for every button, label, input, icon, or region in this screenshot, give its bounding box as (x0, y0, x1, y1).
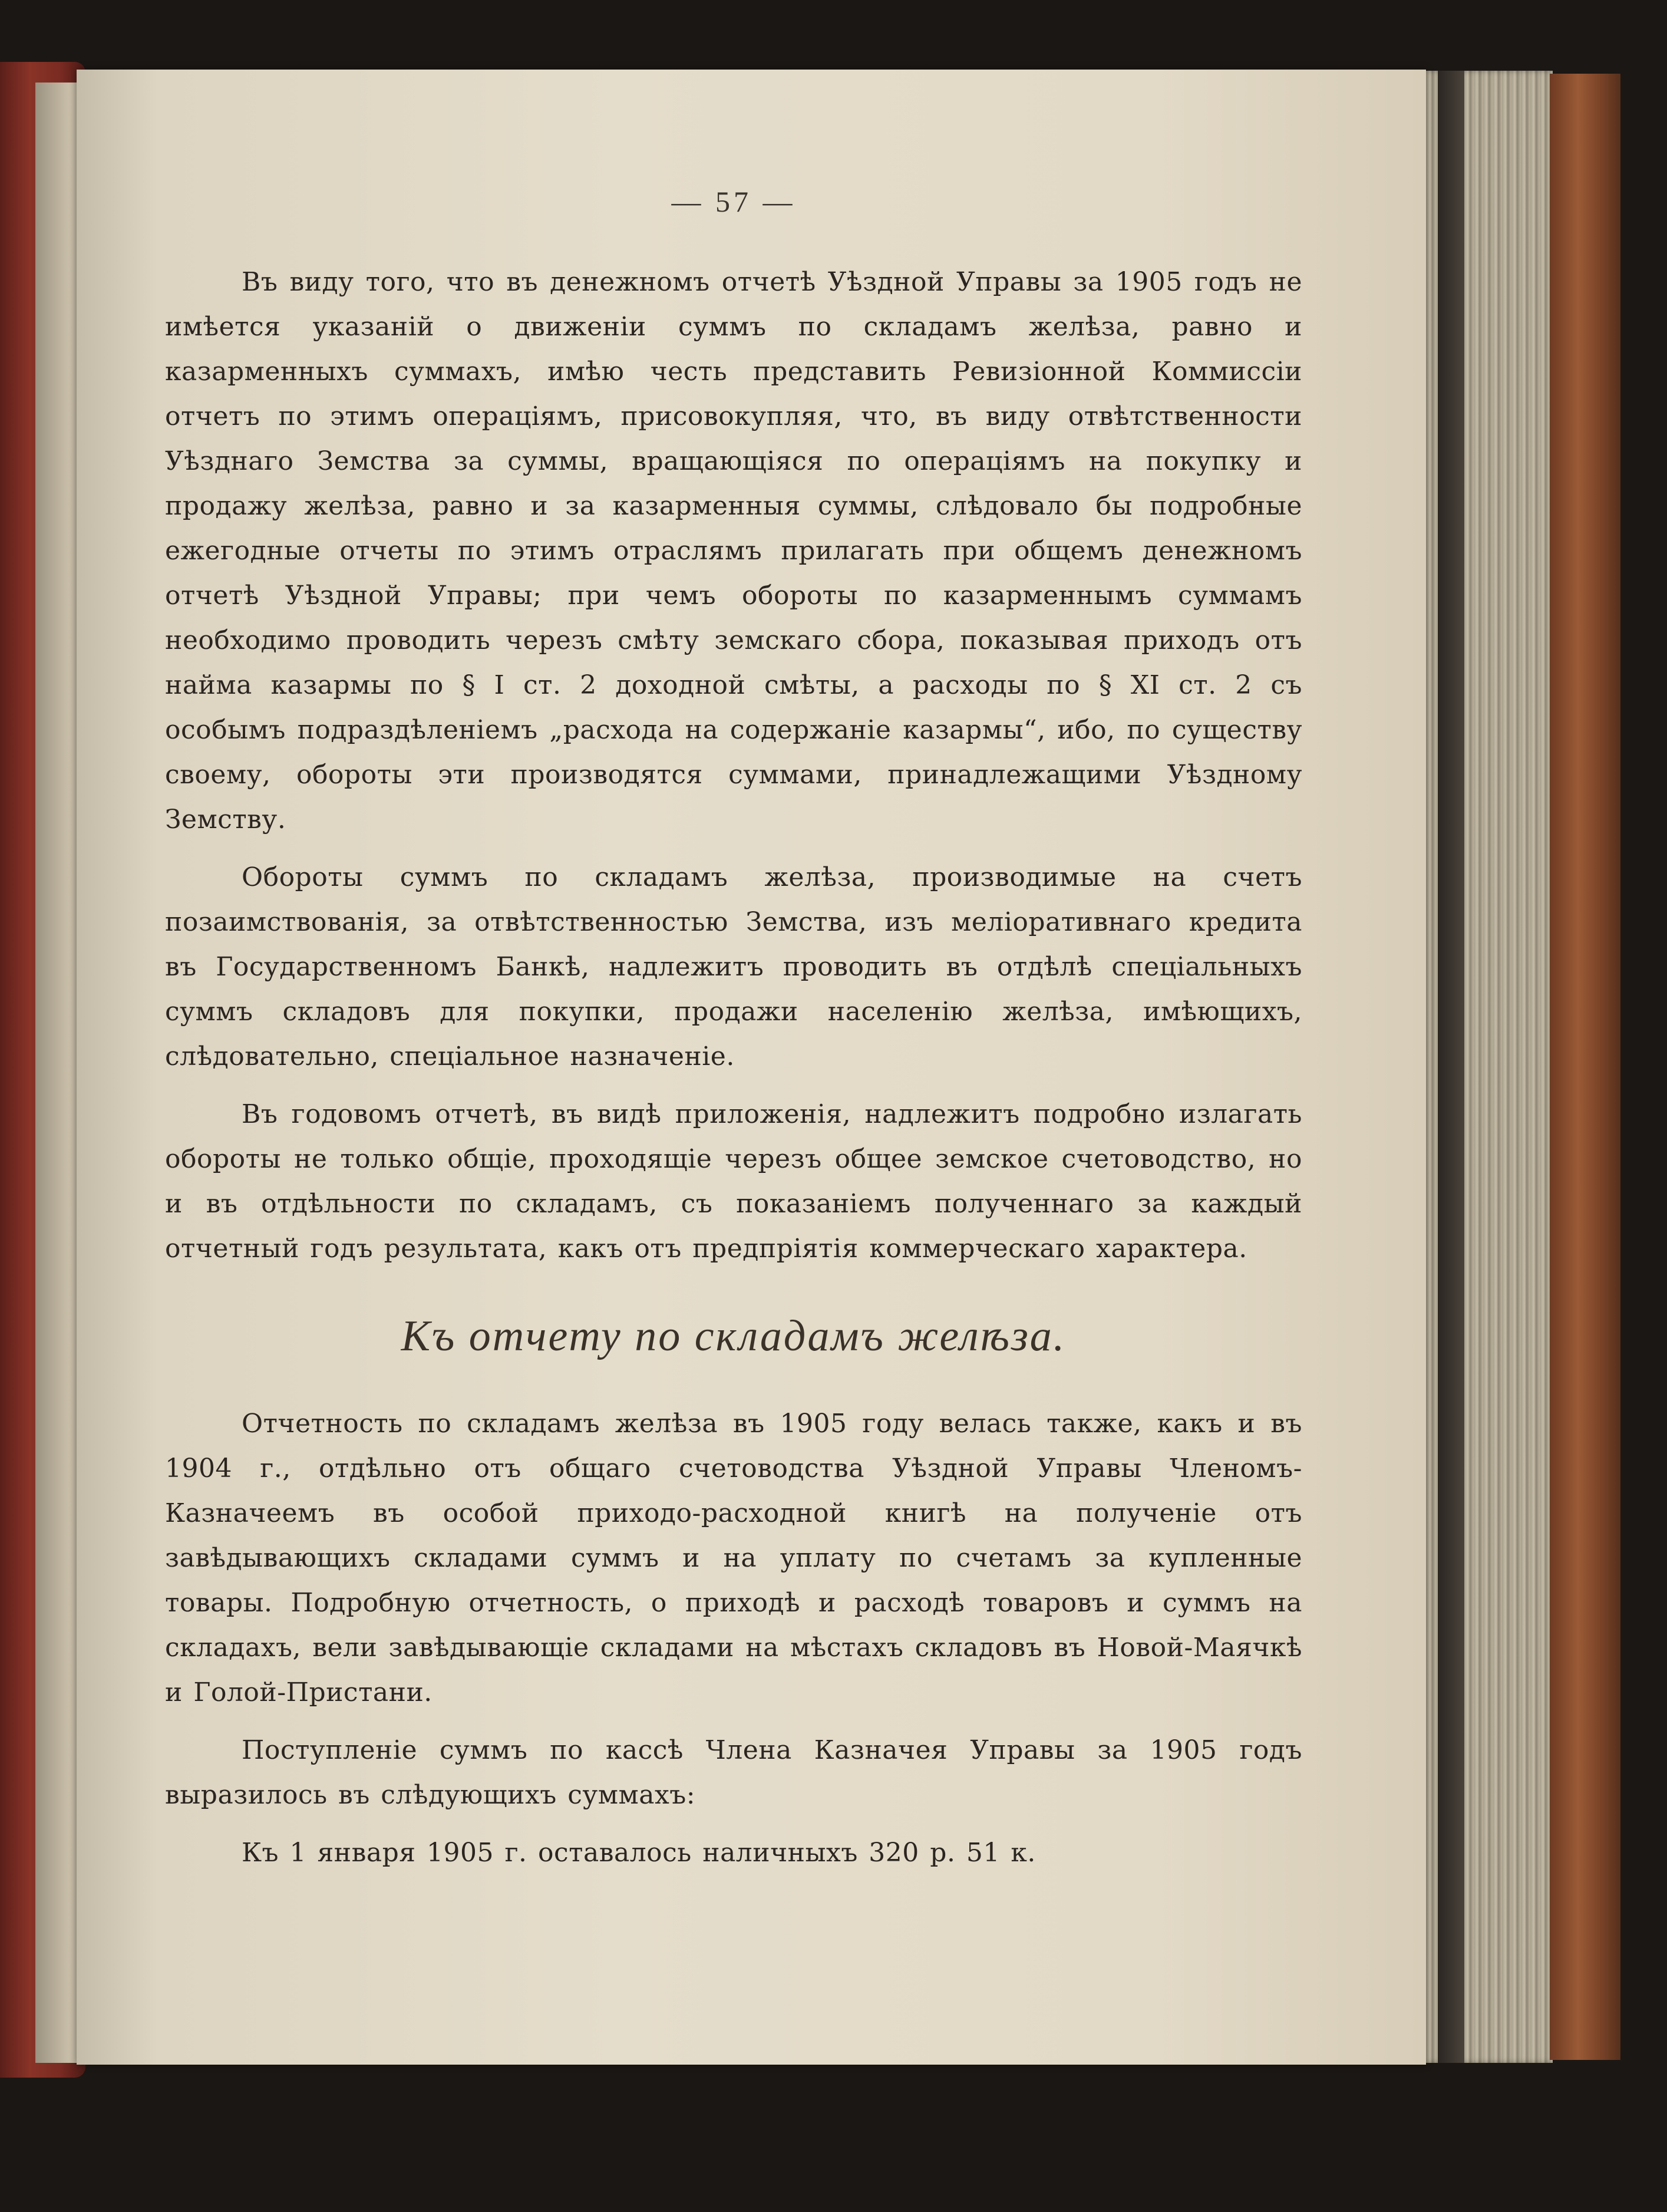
paragraph: Обороты суммъ по складамъ желѣза, производимые на счетъ позаимствованія, за отвѣтственностью Земства, изъ меліоративнаго кредита въ Государственномъ Банкѣ, надлежитъ проводить въ отдѣлѣ спеціальныхъ суммъ складовъ для покупки, продажи населенію желѣза, имѣющихъ, слѣдовательно, спеціальное назначеніе. (165, 862, 1302, 1072)
paragraph: Въ виду того, что въ денежномъ отчетѣ Уѣздной Управы за 1905 годъ не имѣется указаній о движеніи суммъ по складамъ желѣза, равно и казарменныхъ суммахъ, имѣю честь представить Ревизіонной Коммиссіи отчетъ по этимъ операціямъ, присовокупляя, что, въ виду отвѣтственности Уѣзднаго Земства за суммы, вращающіяся по операціямъ на покупку и продажу желѣза, равно и за казарменныя суммы, слѣдовало бы подробные ежегодные отчеты по этимъ отраслямъ прилагать при общемъ денежномъ отчетѣ Уѣздной Управы; при чемъ обороты по казарменнымъ суммамъ необходимо проводить черезъ смѣту земскаго сбора, показывая приходъ отъ найма казармы по § I ст. 2 доходной смѣты, а расходы по § XI ст. 2 съ особымъ подраздѣленіемъ „расхода на содержаніе казармы“, ибо, по существу своему, обороты эти производятся суммами, принадлежащими Уѣздному Земству. (165, 267, 1302, 835)
page-gutter-shadow (1438, 71, 1464, 2063)
paragraph: Отчетность по складамъ желѣза въ 1905 году велась также, какъ и въ 1904 г., отдѣльно отъ общаго счетоводства Уѣздной Управы Членомъ-Казначеемъ въ особой приходо-расходной книгѣ на полученіе отъ завѣдывающихъ складами суммъ и на уплату по счетамъ за купленные товары. Подробную отчетность, о приходѣ и расходѣ товаровъ и суммъ на складахъ, вели завѣдывающіе складами на мѣстахъ складовъ въ Новой-Маячкѣ и Голой-Пристани. (165, 1409, 1302, 1707)
book-page (77, 70, 1426, 2065)
paragraph: Въ годовомъ отчетѣ, въ видѣ приложенія, надлежитъ подробно излагать обороты не только общіе, проходящіе черезъ общее земское счетоводство, но и въ отдѣльности по складамъ, съ показаніемъ полученнаго за каждый отчетный годъ результата, какъ отъ предпріятія коммерческаго характера. (165, 1099, 1302, 1264)
balance-line: Къ 1 января 1905 г. оставалось наличныхъ 320 р. 51 к. (242, 1838, 1036, 1868)
section-heading: Къ отчету по складамъ желѣза. (401, 1312, 1067, 1360)
paragraph: Поступленіе суммъ по кассѣ Члена Казначея Управы за 1905 годъ выразилось въ слѣдующихъ суммахъ: (165, 1735, 1302, 1810)
page-number: — 57 — (671, 185, 796, 218)
page-text-block (165, 184, 1302, 1888)
right-book-cover (1550, 74, 1620, 2060)
